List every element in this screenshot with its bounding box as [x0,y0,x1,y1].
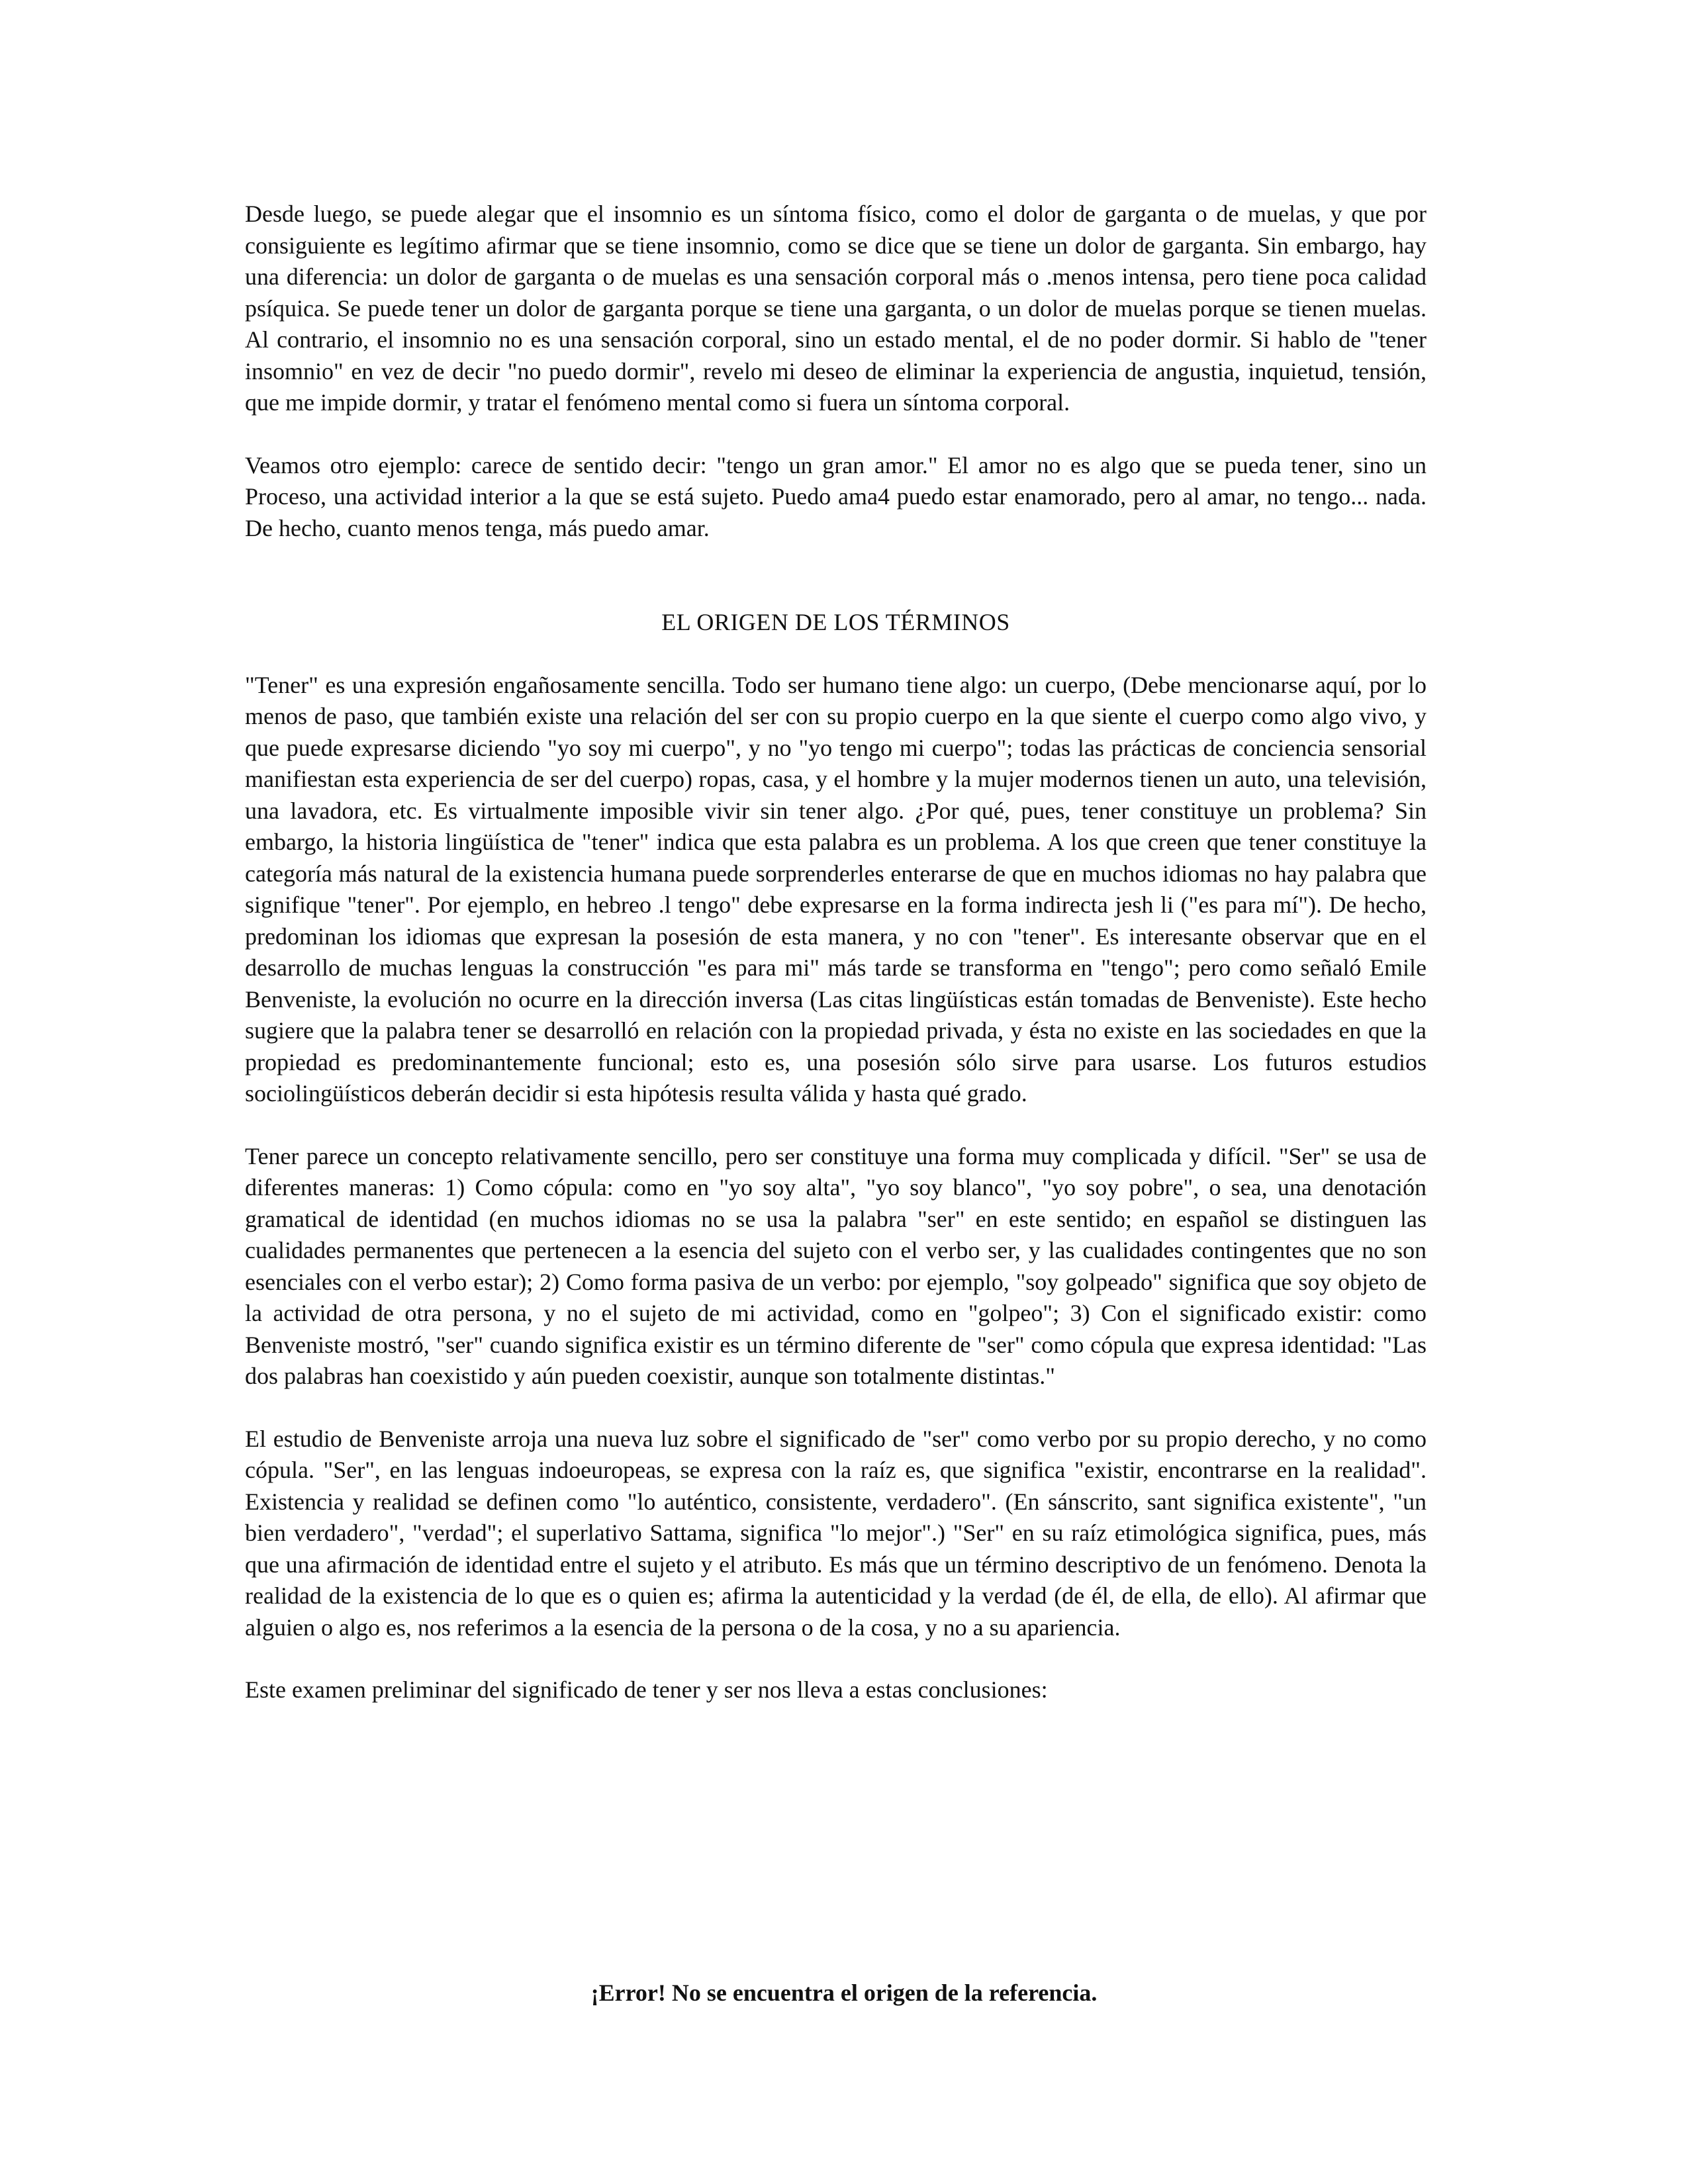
paragraph-tener: "Tener" es una expresión engañosamente sencilla. Todo ser humano tiene algo: un cuerpo, (Debe mencionarse aquí, por lo menos de paso, que también existe una relación del ser con su propio cuerpo en la que siente el cuerpo como algo vivo, y que puede expresarse diciendo "yo soy mi cuerpo", y no "yo tengo mi cuerpo"; todas las prácticas de conciencia sensorial manifiestan esta experiencia de ser del cuerpo) ropas, casa, y el hombre y la mujer modernos tienen un auto, una televisión, una lavadora, etc. Es virtualmente imposible vivir sin tener algo. ¿Por qué, pues, tener constituye un problema? Sin embargo, la historia lingüística de "tener" indica que esta palabra es un problema. A los que creen que tener constituye la categoría más natural de la existencia humana puede sorprenderles enterarse de que en muchos idiomas no hay palabra que signifique "tener". Por ejemplo, en hebreo .l tengo" debe expresarse en la forma indirecta jesh li ("es para mí"). De hecho, predominan los idiomas que expresan la posesión de esta manera, y no con "tener". Es interesante observar que en el desarrollo de muchas lenguas la construcción "es para mi" más tarde se transforma en "tengo"; pero como señaló Emile Benveniste, la evolución no ocurre en la dirección inversa (Las citas lingüísticas están tomadas de Benveniste). Este hecho sugiere que la palabra tener se desarrolló en relación con la propiedad privada, y ésta no existe en las sociedades en que la propiedad es predominantemente funcional; esto es, una posesión sólo sirve para usarse. Los futuros estudios sociolingüísticos deberán decidir si esta hipótesis resulta válida y hasta qué grado. [245,671,1427,1107]
section-heading: EL ORIGEN DE LOS TÉRMINOS [661,609,1010,635]
paragraph-benveniste: El estudio de Benveniste arroja una nueva luz sobre el significado de "ser" como verbo por su propio derecho, y no como cópula. "Ser", en las lenguas indoeuropeas, se expresa con la raíz es, que significa "existir, encontrarse en la realidad". Existencia y realidad se definen como "lo auténtico, consistente, verdadero". (En sánscrito, sant significa existente", "un bien verdadero", "verdad"; el superlativo Sattama, significa "lo mejor".) "Ser" en su raíz etimológica significa, pues, más que una afirmación de identidad entre el sujeto y el atributo. Es más que un término descriptivo de un fenómeno. Denota la realidad de la existencia de lo que es o quien es; afirma la autenticidad y la verdad (de él, de ella, de ello). Al afirmar que alguien o algo es, nos referimos a la esencia de la persona o de la cosa, y no a su apariencia. [245,1425,1427,1641]
paragraph-ser: Tener parece un concepto relativamente sencillo, pero ser constituye una forma muy complicada y difícil. "Ser" se usa de diferentes maneras: 1) Como cópula: como en "yo soy alta", "yo soy blanco", "yo soy pobre", o sea, una denotación gramatical de identidad (en muchos idiomas no se usa la palabra "ser" en este sentido; en español se distinguen las cualidades permanentes que pertenecen a la esencia del sujeto con el verbo ser, y las cualidades contingentes que no son esenciales con el verbo estar); 2) Como forma pasiva de un verbo: por ejemplo, "soy golpeado" significa que soy objeto de la actividad de otra persona, y no el sujeto de mi actividad, como en "golpeo"; 3) Con el significado existir: como Benveniste mostró, "ser" cuando significa existir es un término diferente de "ser" como cópula que expresa identidad: "Las dos palabras han coexistido y aún pueden coexistir, aunque son totalmente distintas." [245,1142,1427,1389]
paragraph-conclusiones: Este examen preliminar del significado de tener y ser nos lleva a estas conclusiones: [245,1676,1048,1703]
document-body [245,199,1427,1737]
paragraph-insomnio: Desde luego, se puede alegar que el insomnio es un síntoma físico, como el dolor de garganta o de muelas, y que por consiguiente es legítimo afirmar que se tiene insomnio, como se dice que se tiene un dolor de garganta. Sin embargo, hay una diferencia: un dolor de garganta o de muelas es una sensación corporal más o .menos intensa, pero tiene poca calidad psíquica. Se puede tener un dolor de garganta porque se tiene una garganta, o un dolor de muelas porque se tienen muelas. Al contrario, el insomnio no es una sensación corporal, sino un estado mental, el de no poder dormir. Si hablo de "tener insomnio" en vez de decir "no puedo dormir", revelo mi deseo de eliminar la experiencia de angustia, inquietud, tensión, que me impide dormir, y tratar el fenómeno mental como si fuera un síntoma corporal. [245,201,1427,416]
reference-error-footer: ¡Error! No se encuentra el origen de la referencia. [590,1979,1098,2006]
paragraph-amor: Veamos otro ejemplo: carece de sentido decir: "tengo un gran amor." El amor no es algo que se pueda tener, sino un Proceso, una actividad interior a la que se está sujeto. Puedo ama4 puedo estar enamorado, pero al amar, no tengo... nada. De hecho, cuanto menos tenga, más puedo amar. [245,451,1427,541]
